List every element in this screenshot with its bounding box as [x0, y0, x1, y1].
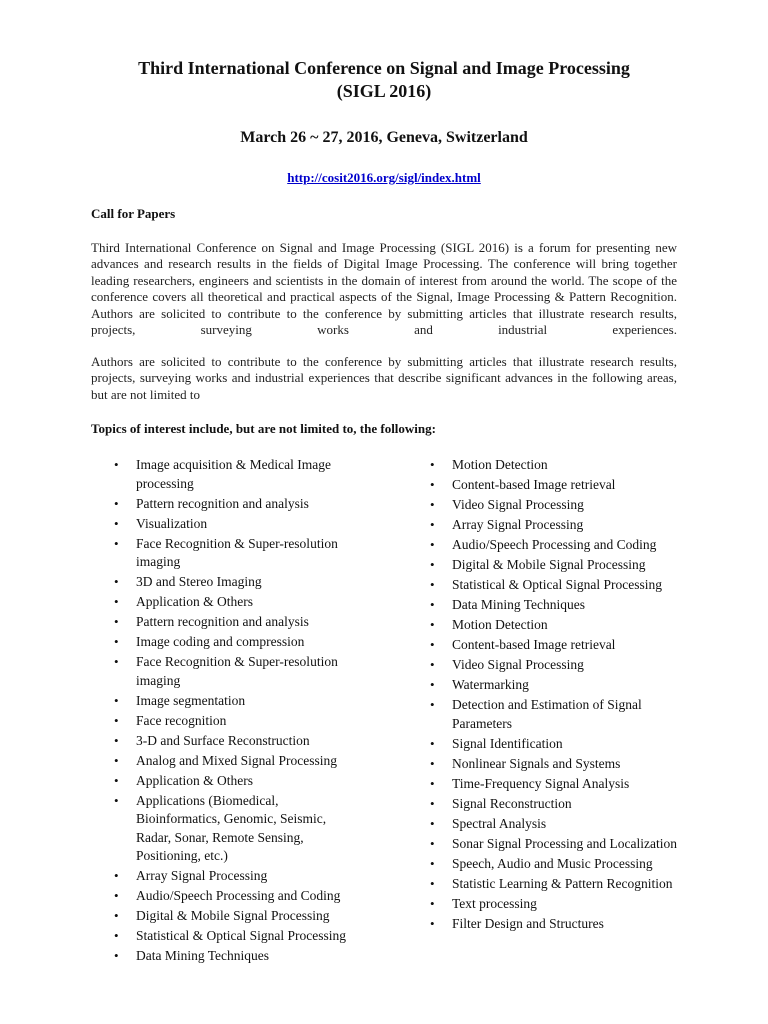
- conference-link[interactable]: http://cosit2016.org/sigl/index.html: [287, 170, 481, 185]
- url-line: [0, 170, 768, 186]
- topic-item: • Nonlinear Signals and Systems: [430, 755, 680, 774]
- topic-item: • Signal Identification: [430, 735, 680, 754]
- topic-item: • Detection and Estimation of Signal Parameters: [430, 696, 680, 733]
- topic-item: • Pattern recognition and analysis: [114, 613, 364, 632]
- topic-item: • Statistical & Optical Signal Processing: [114, 927, 364, 946]
- topics-heading: Topics of interest include, but are not limited to, the following:: [91, 421, 436, 436]
- topic-item: • Image acquisition & Medical Image processing: [114, 456, 364, 493]
- topic-item: • Applications (Biomedical, Bioinformatics, Genomic, Seismic, Radar, Sonar, Remote Sensing, Positioning, etc.): [114, 792, 364, 866]
- intro-paragraph: Third International Conference on Signal and Image Processing (SIGL 2016) is a forum for presenting new advances and research results in the fields of Digital Image Processing. The conference will bring together leading researchers, engineers and scientists in the domain of interest from around the world. The scope of the conference covers all theoretical and practical aspects of the Signal, Image Processing & Pattern Recognition. Authors are solicited to contribute to the conference by submitting articles that illustrate research results, projects, surveying works and industrial experiences.: [91, 240, 677, 338]
- topic-item: • Array Signal Processing: [114, 867, 364, 886]
- topic-item: • Statistical & Optical Signal Processing: [430, 576, 680, 595]
- title-line-2: (SIGL 2016): [336, 81, 432, 101]
- topic-item: • Video Signal Processing: [430, 496, 680, 515]
- topic-item: • Face Recognition & Super-resolution imaging: [114, 535, 364, 572]
- title-line-1: Third International Conference on Signal and Image Processing: [138, 58, 630, 78]
- topic-item: • 3-D and Surface Reconstruction: [114, 732, 364, 751]
- call-for-papers-heading: Call for Papers: [91, 206, 176, 221]
- topic-item: • Content-based Image retrieval: [430, 476, 680, 495]
- conference-title: [0, 57, 768, 103]
- topic-item: • Motion Detection: [430, 456, 680, 475]
- topic-item: • Face Recognition & Super-resolution imaging: [114, 653, 364, 690]
- topic-item: • Text processing: [430, 895, 680, 914]
- topic-item: • Image coding and compression: [114, 633, 364, 652]
- authors-paragraph: Authors are solicited to contribute to the conference by submitting articles that illustrate research results, projects, surveying works and industrial experiences that describe significant advances in the following areas, but are not limited to: [91, 354, 677, 402]
- topics-list-right: [430, 456, 680, 935]
- topics-list-left: [114, 456, 364, 967]
- topic-item: • Audio/Speech Processing and Coding: [114, 887, 364, 906]
- topic-item: • Filter Design and Structures: [430, 915, 680, 934]
- topic-item: • Audio/Speech Processing and Coding: [430, 536, 680, 555]
- topic-item: • Speech, Audio and Music Processing: [430, 855, 680, 874]
- topic-item: • Sonar Signal Processing and Localization: [430, 835, 680, 854]
- topic-item: • Spectral Analysis: [430, 815, 680, 834]
- topic-item: • Signal Reconstruction: [430, 795, 680, 814]
- topic-item: • Digital & Mobile Signal Processing: [430, 556, 680, 575]
- topic-item: • Analog and Mixed Signal Processing: [114, 752, 364, 771]
- topic-item: • Data Mining Techniques: [430, 596, 680, 615]
- topic-item: • Visualization: [114, 515, 364, 534]
- topic-item: • Digital & Mobile Signal Processing: [114, 907, 364, 926]
- topic-item: • Content-based Image retrieval: [430, 636, 680, 655]
- topic-item: • Pattern recognition and analysis: [114, 495, 364, 514]
- topic-item: • Array Signal Processing: [430, 516, 680, 535]
- topic-item: • Data Mining Techniques: [114, 947, 364, 966]
- conference-dates: March 26 ~ 27, 2016, Geneva, Switzerland: [240, 129, 528, 146]
- topic-item: • 3D and Stereo Imaging: [114, 573, 364, 592]
- topic-item: • Motion Detection: [430, 616, 680, 635]
- topic-item: • Statistic Learning & Pattern Recognition: [430, 875, 680, 894]
- topic-item: • Application & Others: [114, 772, 364, 791]
- topic-item: • Watermarking: [430, 676, 680, 695]
- topic-item: • Face recognition: [114, 712, 364, 731]
- topic-item: • Time-Frequency Signal Analysis: [430, 775, 680, 794]
- topic-item: • Image segmentation: [114, 692, 364, 711]
- topic-item: • Application & Others: [114, 593, 364, 612]
- topic-item: • Video Signal Processing: [430, 656, 680, 675]
